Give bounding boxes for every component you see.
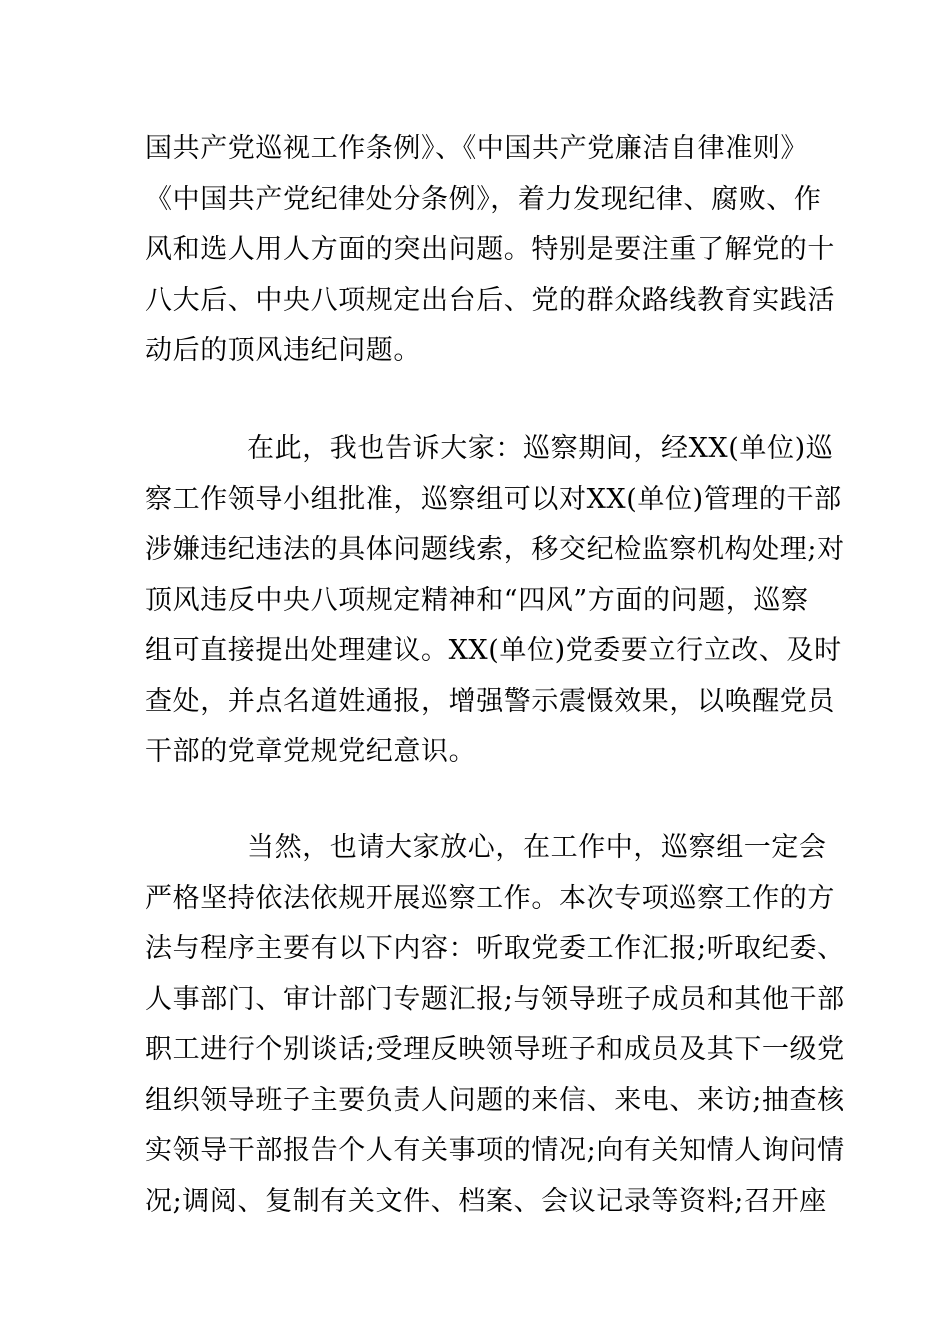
paragraph-line: 况;调阅、复制有关文件、档案、会议记录等资料;召开座 <box>145 1185 827 1217</box>
paragraph-line: 严格坚持依法依规开展巡察工作。本次专项巡察工作的方 <box>145 882 835 914</box>
paragraph-line: 实领导干部报告个人有关事项的情况;向有关知情人询问情 <box>145 1135 845 1166</box>
paragraph-line: 查处，并点名道姓通报，增强警示震慑效果，以唤醒党员 <box>145 685 835 717</box>
paragraph-line: 干部的党章党规党纪意识。 <box>145 736 477 767</box>
paragraph-line: 《中国共产党纪律处分条例》，着力发现纪律、腐败、作 <box>145 183 822 215</box>
paragraph-line: 组可直接提出处理建议。XX(单位)党委要立行立改、及时 <box>145 635 842 666</box>
paragraph-line: 职工进行个别谈话;受理反映领导班子和成员及其下一级党 <box>145 1034 845 1065</box>
paragraph-line: 顶风违反中央八项规定精神和“四风”方面的问题，巡察 <box>145 584 809 616</box>
paragraph-first-line: 在此，我也告诉大家：巡察期间，经XX(单位)巡 <box>247 433 834 464</box>
paragraph-line: 动后的顶风违纪问题。 <box>145 335 421 366</box>
paragraph-line: 组织领导班子主要负责人问题的来信、来电、来访;抽查核 <box>145 1084 845 1116</box>
paragraph-line: 人事部门、审计部门专题汇报;与领导班子成员和其他干部 <box>145 983 845 1015</box>
paragraph-line: 风和选人用人方面的突出问题。特别是要注重了解党的十 <box>145 234 835 265</box>
paragraph-line: 八大后、中央八项规定出台后、党的群众路线教育实践活 <box>145 284 835 316</box>
paragraph-1 <box>145 124 835 377</box>
paragraph-line: 国共产党巡视工作条例》、《中国共产党廉洁自律准则》 <box>145 133 808 164</box>
paragraph-3 <box>145 823 845 1227</box>
paragraph-line: 法与程序主要有以下内容：听取党委工作汇报;听取纪委、 <box>145 933 845 964</box>
paragraph-first-line: 当然，也请大家放心，在工作中，巡察组一定会 <box>247 832 827 863</box>
paragraph-line: 涉嫌违纪违法的具体问题线索，移交纪检监察机构处理;对 <box>145 534 845 565</box>
paragraph-line: 察工作领导小组批准，巡察组可以对XX(单位)管理的干部 <box>145 483 842 515</box>
paragraph-2 <box>145 424 845 778</box>
